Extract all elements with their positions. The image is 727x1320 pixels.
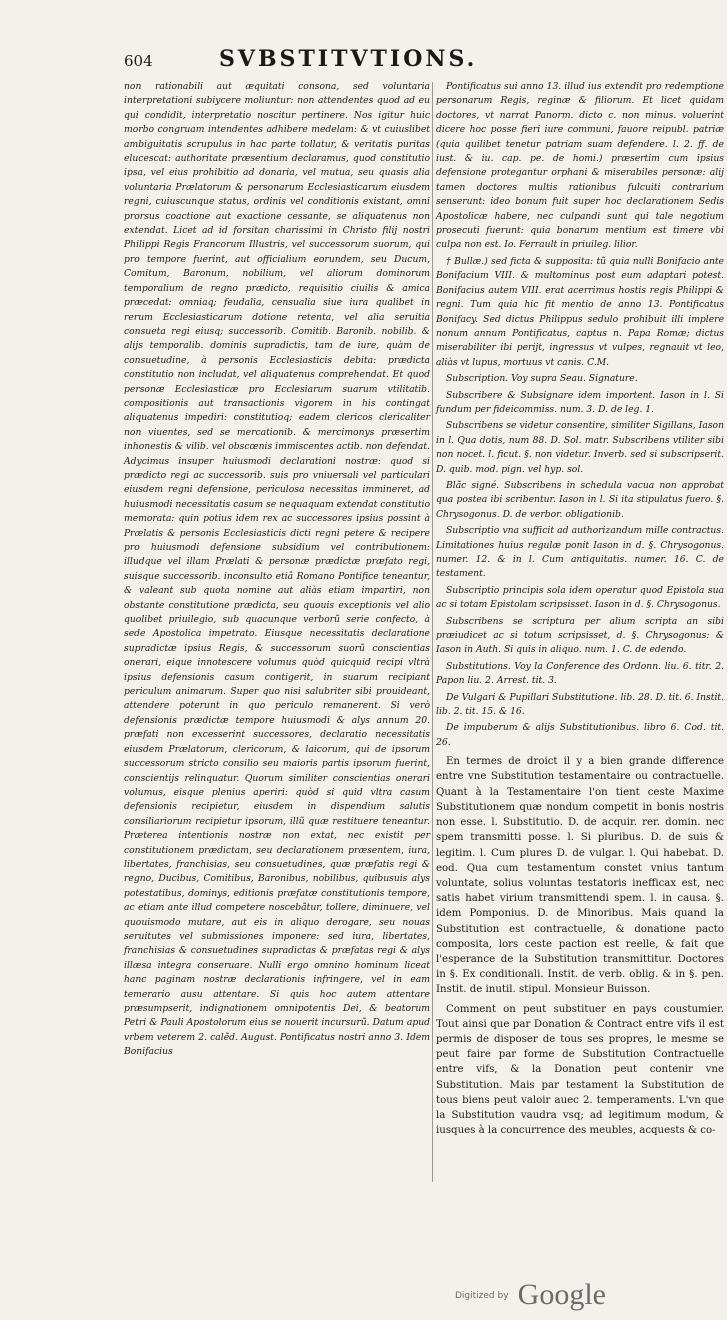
paragraph-pays-coustumier: Comment on peut substituer en pays coustumier. Tout ainsi que par Donation & Contract entre vifs il est permis de disposer de tous ses propres, le mesme se peut faire par forme de Substitution Contractuelle entre vifs, & la Donation peut contenir vne Substitution. Mais par testament la Substitution de tous biens peut valoir auec 2. temperaments. L'vn que la Substitution vaudra vsq; ad legitimum modum, & iusques à la concurrence des meubles, acquests & co- (436, 1003, 724, 1137)
entry-subscribens-scriptura: Subscribens se scriptura per alium scripta an sibi præiudicet ac si totum scripsisset, d. §. Chrysogonus: & Iason in Auth. Si quis in aliquo. num. 1. C. de edendo. (436, 615, 724, 656)
right-column (436, 80, 724, 1140)
running-title: SVBSTITVTIONS. (219, 46, 478, 72)
google-logo: Google (517, 1278, 606, 1311)
page-number: 604 (124, 52, 153, 70)
entry-impuberum: De impuberum & alijs Substitutionibus. libro 6. Cod. tit. 26. (436, 722, 724, 748)
paragraph-difference: En termes de droict il y a bien grande difference entre vne Substitution testamentaire ou contractuelle. Quant à la Testamentaire l'on tient ceste Maxime Substitutionem quæ nondum competit in bonis nostris non esse. l. Substitutio. D. de acquir. rer. domin. nec spem transmitti posse. l. Si pluribus. D. de suis & legitim. l. Cum plures D. de vulgar. l. Qui habebat. D. eod. Qua cum testamentum constet vnius tantum voluntate, solius voluntas testatoris inefficax est, nec satis habet virium transmittendi spem. l. in causa. §. idem Pomponius. D. de Minoribus. Mais quand la Substitution est contractuelle, & donatione pacto composita, lors ceste paction est reelle, & fait que l'esperance de la Substitution transmittitur. Doctores in §. Ex conditionali. Instit. de verb. oblig. & in §. pen. Instit. de inutil. stipul. Monsieur Buisson. (436, 756, 724, 996)
entry-pontificatus: Pontificatus sui anno 13. illud ius extendit pro redemptione personarum Regis, reginæ & filiorum. Et licet quidam doctores, vt narrat Panorm. dicto c. non minus. voluerint dicere hoc posse fieri iure communi, fauore reipubl. patriæ (quia quilibet tenetur patriam suam defendere. l. 2. ff. de iust. & iu. cap. pe. de homi.) præsertim cum ipsius defensione protegantur orphani & miserabiles personæ: alij tamen doctores multis rationibus fulcuiti contrarium senserunt: ideo bonum fuit super hoc declarationem Sedis Apostolicæ habere, nec culpandi sunt qui tale negotium prosecuti fuerunt: quia bonarum mentium est timere vbi culpa non est. Io. Ferrault in priuileg. lilior. (436, 81, 724, 251)
entry-substitutions: Substitutions. Voy la Conference des Ordonn. liu. 6. titr. 2. Papon liu. 2. Arrest. tit. 3. (436, 660, 724, 687)
entry-subscription: Subscription. Voy supra Seau. Signature. (446, 373, 638, 385)
left-column (124, 80, 430, 1060)
page-header (124, 48, 704, 78)
entry-subscribere: Subscribere & Subsignare idem importent. Iason in l. Si fundum per fideicommiss. num. 3. D. de leg. 1. (436, 389, 724, 415)
left-column-text: non rationabili aut æquitati consona, sed voluntaria interpretationi subiycere moliuntur: non attendentes quod ad eu qui condidit, interpretatio noscitur pertinere. Nos igitur huic morbo congruam intendentes adhibere medelam: & vt cuiuslibet ambiguitatis scrupulus in hac parte tollatur, & veritatis puritas elucescat: authoritate præsentium declaramus, quod constitutio ipsa, vel eius prohibitio ad donaria, vel mutua, seu quasis alia voluntaria Prælatorum & personarum Ecclesiasticarum eiusdem regni, cuiuscunque status, ordinis vel conditionis existant, omni prorsus coactione aut exactione cessante, se aliquatenus non extendat. Licet ad id forsitan charissimi in Christo filij nostri Philippi Regis Francorum Illustris, vel successorum suorum, qui pro tempore fuerint, aut officialium eorundem, seu Ducum, Comitum, Baronum, nobilium, vel aliorum dominorum temporalium de regno prædicto, requisitio ciuilis & amica præcedat: omniaq; feudalia, censualia siue iura qualibet in rerum Ecclesiasticarum dotione retenta, vel alia seruitia consueta regi eiusq; successorib. Comitib. Baronib. nobilib. & alijs temporalib. dominis supradictis, tam de iure, quàm de consuetudine, à personis Ecclesiasticis debita: prædicta constitutio non includat, vel aliquatenus comprehendat. Et quod personæ Ecclesiasticæ pro Ecclesiarum suarum vtilitatib. compositionis aut transactionis vigorem in his contingat aliquatenus impediri: constitutioq; eadem clericos clericaliter non viuentes, sed se mercationib. & mercimonys præsertim inhonestis & vilib. vel obscœnis immiscentes actib. non defendat. Adycimus insuper huiusmodi declarationi nostræ: quod si prædicto regi ac successorib. suis pro vniuersali vel particulari eiusdem regni defensione, periculosa necessitas immineret, ad huiusmodi necessitatis casum se nequaquam extendat constitutio memorata: quin potius idem rex ac successores ipsius possint à Prælatis & personis Ecclesiasticis dicti regni petere & recipere pro huiusmodi defensione subsidium vel contributionem: illudque vel illam Prælati & personæ prædictæ præfato regi, suisque successorib. inconsulto etiâ Romano Pontifice teneantur, & valeant sub quota nomine aut aliàs etiam impartiri, non obstante constitutione prædicta, seu quouis exceptionis vel alio quolibet priuilegio, sub quacunque verborũ serie confecto, à sede Apostolica impetrato. Eiusque necessitatis declaratione supradictæ ipsius Regis, & successorum suorũ conscientias onerari, eique innotescere volumus quòd quicquid recipi vltrà ipsius defensionis casum contigerit, in suarum recipiant periculum animarum. Super quo nisi salubriter sibi prouideant, attendere poterunt in quo periculo remanerent. Si verò defensionis prædictæ tempore huiusmodi & alys annum 20. præfati non excesserint successores, declaratio necessitatis eiusdem Prælatorum, clericorum, & laicorum, qui de ipsorum successorum stricto consilio seu maioris partis ipsorum fuerint, conscientijs relinquatur. Quorum similiter conscientias onerari volumus, eisque plenius aperiri: quòd si quid vltra casum defensionis recipietur, eiusdem in dispendium salutis consiliariorum recipietur ipsorum, illũ quæ restituere teneantur. Præterea intentionis nostræ non extat, nec existit per constitutionem prædictam, seu declarationem præsentem, iura, libertates, franchisias, seu consuetudines, quæ præfatis regi & regno, Ducibus, Comitibus, Baronibus, nobilibus, quibusuis alys potestatibus, dominys, editionis præfatæ constitutionis tempore, ac etiam ante illud competere noscebãtur, tollere, diminuere, vel quouismodo mutare, aut eis in aliquo derogare, seu nouas seruitutes vel submissiones imponere: sed iura, libertates, franchisias & consuetudines supradictas & præfatas regi & alys illæsa integra conseruare. Nulli ergo omnino hominum liceat hanc paginam nostræ declarationis infringere, vel in eam temerario ausu attentare. Si quis hoc autem attentare præsumpserit, indignationem omnipotentis Dei, & beatorum Petri & Pauli Apostolorum eius se nouerit incursurũ. Datum apud vrbem veterem 2. calẽd. August. Pontificatus nostri anno 3. Idem Bonifacius (124, 81, 430, 1058)
entry-vulgari-pupillari: De Vulgari & Pupillari Substitutione. lib. 28. D. tit. 6. Instit. lib. 2. tit. 15. & 16. (436, 691, 724, 718)
digitized-by-label: Digitized by (455, 1291, 509, 1301)
entry-bullae: † Bullæ.) sed ficta & supposita: tũ quia nulli Bonifacio ante Bonifacium VIII. & multominus post eum adaptari potest. Bonifacius autem VIII. erat acerrimus hostis regis Philippi & regni. Tum quia hic fit mentio de anno 13. Pontificatus Bonifacy. Sed dictus Philippus sedulo prohibuit illi implere nonum annum Pontificatus, captus n. Papa Romæ; dictus miserabiliter ibi perijt, ingressus vt vulpes, regnauit vt leo, aliàs vt lupus, mortuus vt canis. C.M. (436, 255, 724, 368)
entry-subscribens-consentire: Subscribens se videtur consentire, similiter Sigillans, Iason in l. Qua dotis, num 88. D. Sol. matr. Subscribens vtiliter sibi non nocet. l. ficut. §. non videtur. Inverb. sed si subscripserit. D. quib. mod. pign. vel hyp. sol. (436, 420, 724, 475)
entry-subscriptio-vna: Subscriptio vna sufficit ad authorizandum mille contractus. Limitationes huius regulæ ponit Iason in d. §. Chrysogonus. numer. 12. & in l. Cum antiquitatis. numer. 16. C. de testament. (436, 525, 724, 580)
column-divider (432, 82, 433, 1182)
entry-subscriptio-principis: Subscriptio principis sola idem operatur quod Epistola sua ac si totam Epistolam scripsisset. Iason in d. §. Chrysogonus. (436, 584, 724, 611)
digitized-by-google-watermark (455, 1278, 606, 1312)
entry-blanc-signe: Blãc signé. Subscribens in schedula vacua non approbat qua postea ibi scribentur. Iason in l. Si ita stipulatus fuero. §. Chrysogonus. D. de verbor. obligationib. (436, 479, 724, 520)
